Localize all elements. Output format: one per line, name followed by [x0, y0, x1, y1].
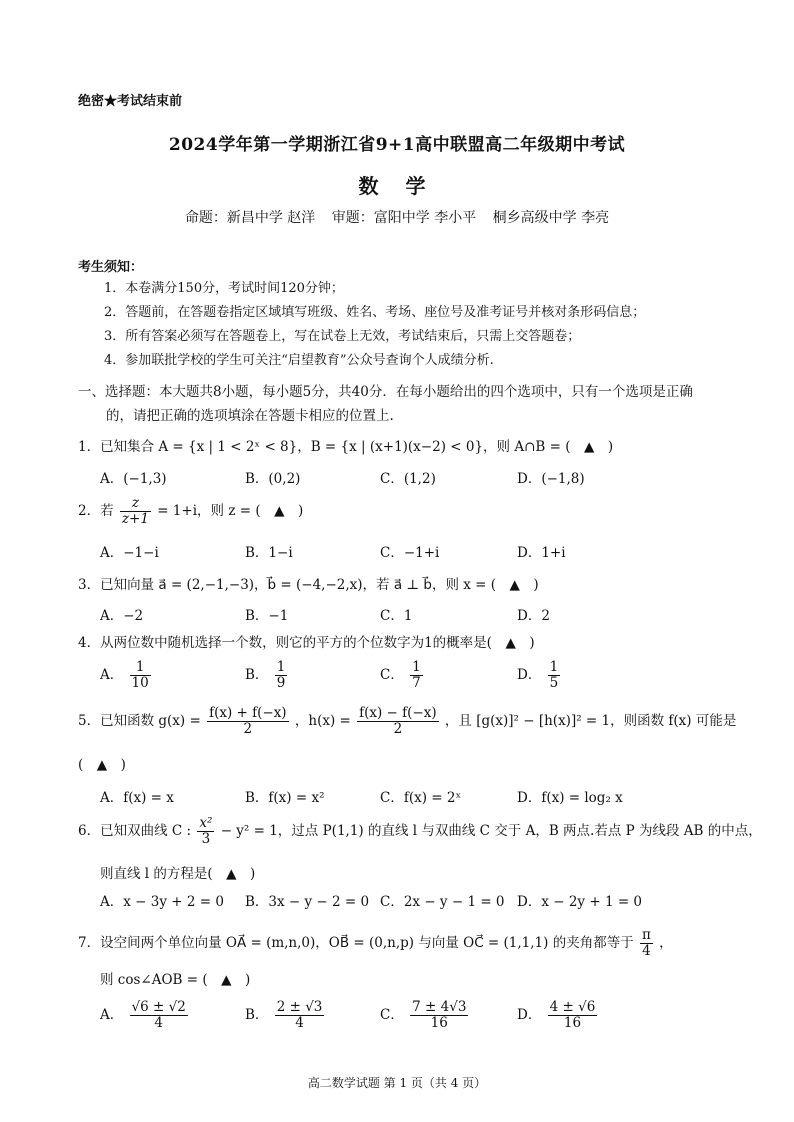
q7-d-den: 16: [563, 1014, 582, 1031]
q2-option-c: C．−1+i: [380, 545, 440, 561]
q5-g-den: 2: [243, 720, 253, 737]
subject-title: 数 学: [358, 174, 436, 198]
q4-option-d: [517, 660, 562, 691]
author-reviewer-2: 桐乡高级中学 李亮: [492, 210, 610, 226]
q7-c-num: 7 ± 4√3: [412, 999, 467, 1015]
q5-pre: 5．已知函数 g(x) =: [78, 712, 201, 729]
q7-b-den: 4: [295, 1014, 304, 1031]
q7-frac-num: π: [642, 927, 651, 943]
notice-item-3: 3．所有答案必须写在答题卷上，写在试卷上无效，考试结束后，只需上交答题卷；: [104, 329, 581, 344]
notice-item-4: 4．参加联批学校的学生可关注“启望教育”公众号查询个人成绩分析.: [104, 353, 494, 368]
q6-option-d: D．x − 2y + 1 = 0: [517, 894, 643, 910]
q1-option-b: B．(0,2): [245, 471, 301, 487]
q1-option-a: A．(−1,3): [100, 471, 167, 487]
q4-a-fraction: [130, 660, 151, 691]
q4-b-num: 1: [276, 659, 286, 675]
q7-b-label: B．: [245, 1006, 269, 1023]
q4-d-num: 1: [549, 659, 559, 675]
q6-option-a: A．x − 3y + 2 = 0: [100, 894, 224, 910]
q4-d-den: 5: [549, 674, 559, 691]
q2-frac-den: z+1: [121, 510, 149, 527]
section-instructions: [78, 380, 718, 428]
q5-mid: ，h(x) =: [294, 712, 351, 729]
q7-b-num: 2 ± √3: [276, 999, 323, 1015]
exam-title: 2024学年第一学期浙江省9+1高中联盟高二年级期中考试: [168, 135, 626, 155]
q5-option-c: C．f(x) = 2ˣ: [380, 790, 462, 806]
notice-item-1: 1．本卷满分150分，考试时间120分钟；: [104, 281, 344, 296]
q7-option-b: [245, 1000, 326, 1031]
q5-option-d: D．f(x) = log₂ x: [517, 790, 623, 806]
authors-line: [0, 207, 794, 227]
q7-frac-den: 4: [642, 942, 651, 959]
q5-option-a: A．f(x) = x: [100, 790, 174, 806]
section-line-1: 一、选择题：本大题共8小题，每小题5分，共40分．在每小题给出的四个选项中，只有一个选项是正确: [78, 384, 693, 400]
notice-heading: 考生须知：: [78, 260, 144, 275]
q2-option-b: B．1−i: [245, 545, 293, 561]
q6-option-c: C．2x − y − 1 = 0: [380, 894, 505, 910]
q4-c-num: 1: [412, 659, 421, 675]
q6-fraction: [197, 816, 214, 847]
q6-post: − y² = 1，过点 P(1,1) 的直线 l 与双曲线 C 交于 A，B 两点.若点 P 为线段 AB 的中点，: [220, 822, 762, 839]
q6-frac-den: 3: [201, 830, 211, 847]
q4-c-fraction: [410, 660, 423, 691]
q7-b-fraction: [275, 1000, 325, 1031]
question-1-stem: 1．已知集合 A = {x | 1 < 2ˣ < 8}，B = {x | (x+1)(x−2) < 0}，则 A∩B = ( ▲ ): [78, 439, 614, 455]
q5-h-num: f(x) − f(−x): [359, 705, 437, 721]
q6-option-b: B．3x − y − 2 = 0: [245, 894, 370, 910]
q4-b-den: 9: [276, 674, 286, 691]
q7-option-d: [517, 1000, 599, 1031]
q4-c-label: C．: [380, 666, 404, 683]
q7-option-a: [100, 1000, 190, 1031]
q2-fraction: [120, 496, 151, 527]
q3-option-a: A．−2: [100, 608, 144, 624]
page-footer: 高二数学试题 第 1 页（共 4 页）: [307, 1076, 487, 1090]
q4-c-den: 7: [412, 674, 421, 691]
notice-item-2: 2．答题前，在答题卷指定区域填写班级、姓名、考场、座位号及准考证号并核对条形码信息；: [104, 305, 646, 320]
q7-c-label: C．: [380, 1006, 404, 1023]
q4-d-label: D．: [517, 666, 542, 683]
q5-post: ，且 [g(x)]² − [h(x)]² = 1，则函数 f(x) 可能是: [444, 712, 737, 729]
q2-option-d: D．1+i: [517, 545, 566, 561]
q7-c-den: 16: [430, 1014, 448, 1031]
author-setter: 命题：新昌中学 赵洋: [184, 210, 316, 226]
q4-a-den: 10: [131, 674, 149, 691]
section-line-2: 的，请把正确的选项填涂在答题卡相应的位置上.: [106, 408, 394, 424]
question-5-stem: [78, 706, 736, 737]
q7-a-fraction: [130, 1000, 188, 1031]
q5-g-num: f(x) + f(−x): [209, 705, 287, 721]
q1-option-d: D．(−1,8): [517, 471, 585, 487]
question-2-stem: [78, 496, 303, 527]
q4-b-label: B．: [245, 666, 269, 683]
q2-frac-num: z: [120, 496, 151, 512]
q7-line-2: 则 cos∠AOB = ( ▲ ): [100, 972, 251, 988]
q2-post: = 1+i，则 z = ( ▲ ): [157, 502, 304, 519]
q4-d-fraction: [548, 660, 561, 691]
q7-d-fraction: [548, 1000, 598, 1031]
q6-frac-num: x²: [199, 815, 213, 831]
q3-option-c: C．1: [380, 608, 413, 624]
q7-fraction: [640, 928, 653, 959]
q7-d-label: D．: [517, 1006, 542, 1023]
question-4-stem: 4．从两位数中随机选择一个数，则它的平方的个位数字为1的概率是( ▲ ): [78, 635, 535, 651]
q3-option-b: B．−1: [245, 608, 289, 624]
q5-h-fraction: [357, 706, 439, 737]
q2-pre: 2．若: [78, 502, 114, 519]
q5-blank: ( ▲ ): [78, 757, 126, 773]
q7-post: ，: [659, 934, 673, 951]
question-3-stem: 3．已知向量 a⃗ = (2,−1,−3)，b⃗ = (−4,−2,x)，若 a⃗ ⊥ b⃗，则 x = ( ▲ ): [78, 577, 539, 593]
q1-option-c: C．(1,2): [380, 471, 436, 487]
q4-option-b: [245, 660, 289, 691]
q6-pre: 6．已知双曲线 C :: [78, 822, 192, 839]
q4-a-num: 1: [130, 660, 151, 676]
q5-g-fraction: [207, 706, 289, 737]
q7-d-num: 4 ± √6: [549, 999, 596, 1015]
confidential-label: 绝密★考试结束前: [78, 94, 183, 109]
q6-line-2: 则直线 l 的方程是( ▲ ): [100, 866, 256, 882]
q5-h-den: 2: [393, 720, 403, 737]
author-reviewer: 审题：富阳中学 李小平: [331, 210, 477, 226]
q4-option-a: [100, 660, 153, 691]
q7-a-label: A．: [100, 1006, 124, 1023]
q7-a-den: 4: [154, 1014, 163, 1031]
q2-option-a: A．−1−i: [100, 545, 159, 561]
q4-a-label: A．: [100, 666, 124, 683]
q4-b-fraction: [275, 660, 288, 691]
q7-pre: 7．设空间两个单位向量 OA⃗ = (m,n,0)，OB⃗ = (0,n,p) 与向量 OC⃗ = (1,1,1) 的夹角都等于: [78, 934, 634, 951]
q7-c-fraction: [410, 1000, 468, 1031]
q7-a-num: √6 ± √2: [131, 999, 186, 1015]
q3-option-d: D．2: [517, 608, 550, 624]
q7-option-c: [380, 1000, 470, 1031]
question-6-stem: [78, 816, 762, 847]
question-7-stem: [78, 928, 673, 959]
q4-option-c: [380, 660, 425, 691]
q5-option-b: B．f(x) = x²: [245, 790, 325, 806]
